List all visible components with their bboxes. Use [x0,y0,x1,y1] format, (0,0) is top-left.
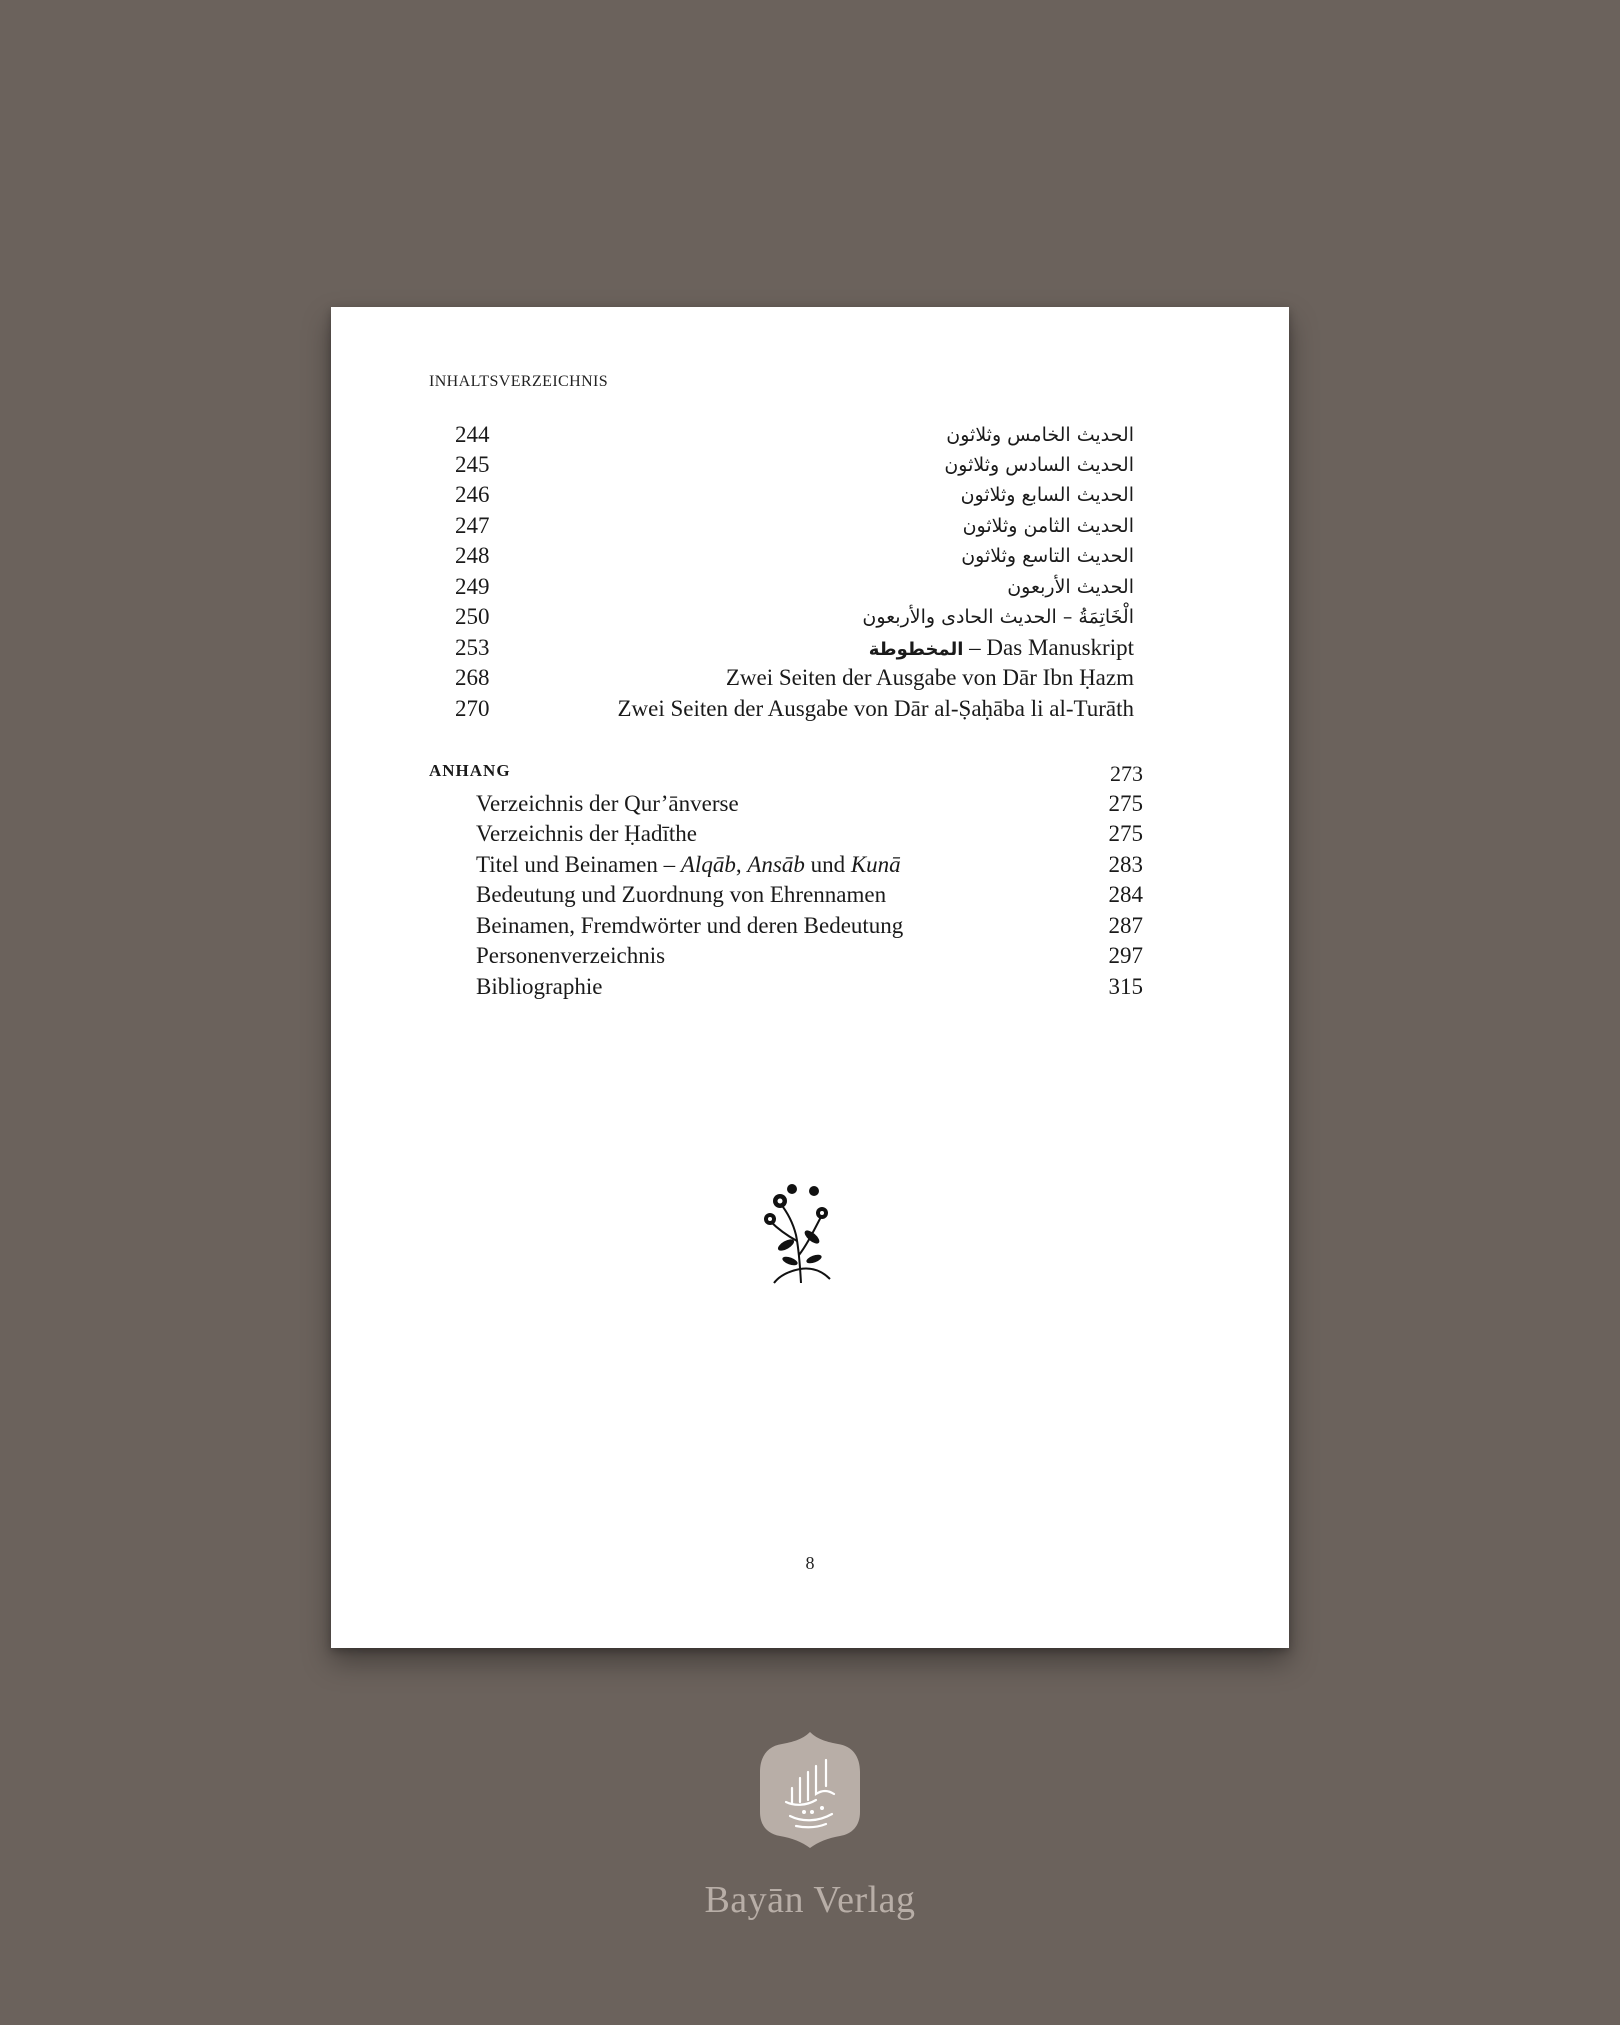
toc-title: الْخَاتِمَةُ – الحديث الحادى والأربعون [862,606,1134,628]
appendix-item-title: Bedeutung und Zuordnung von Ehrennamen [476,882,887,907]
toc-title: الحديث السابع وثلاثون [960,484,1134,506]
toc-title: Zwei Seiten der Ausgabe von Dār al-Ṣaḥāba li al-Turāth [617,696,1134,721]
anhang-heading [429,761,1143,787]
toc-page-number: 249 [455,574,490,599]
toc-entry [455,694,1134,724]
toc-title: Zwei Seiten der Ausgabe von Dār Ibn Ḥazm [725,665,1134,690]
publisher-name: Bayān Verlag [704,1879,916,1921]
appendix-item [476,972,1143,1002]
floral-ornament-icon [756,1175,846,1287]
toc-title-german: – Das Manuskript [963,635,1134,660]
book-page [331,307,1289,1648]
toc-entry [455,420,1134,450]
separator: , [735,852,748,877]
toc-page-number: 250 [455,604,490,629]
appendix-item [476,880,1143,910]
appendix-item [476,819,1143,849]
separator: und [804,852,851,877]
appendix-item [476,911,1143,941]
toc-title [869,633,1134,665]
appendix-item-title: Verzeichnis der Qur’ānverse [476,791,739,816]
running-head: INHALTSVERZEICHNIS [429,373,609,390]
term-ansab: Ansāb [747,852,805,877]
toc-page-number: 245 [455,452,490,477]
page-number: 8 [805,1553,815,1573]
appendix-item-title: Bibliographie [476,974,603,999]
term-kuna: Kunā [850,852,901,877]
anhang-label: ANHANG [429,761,511,780]
appendix-item-page: 287 [1108,913,1143,938]
title-prefix: Titel und Beinamen – [476,852,681,877]
toc-page-number: 248 [455,543,490,568]
publisher-logo-icon [756,1728,864,1852]
toc-page-number: 247 [455,513,490,538]
appendix-item-page: 275 [1108,821,1143,846]
appendix-item-title: Personenverzeichnis [476,943,666,968]
toc-title: الحديث التاسع وثلاثون [961,545,1134,567]
toc-page-number: 253 [455,635,490,660]
toc-page-number: 246 [455,482,490,507]
toc-entry [455,541,1134,571]
toc-entry [455,450,1134,480]
toc-entry [455,633,1134,663]
toc-entry [455,663,1134,693]
anhang-page-number: 273 [1110,761,1143,786]
appendix-item-page: 284 [1108,882,1143,907]
appendix-item-title: Beinamen, Fremdwörter und deren Bedeutung [476,913,904,938]
toc-page-number: 244 [455,422,490,447]
appendix-item-page: 275 [1108,791,1143,816]
toc-title-arabic: المخطوطة [868,639,964,660]
appendix-item [476,850,1143,880]
toc-entry [455,602,1134,632]
toc-entry [455,572,1134,602]
appendix-item-page: 315 [1108,974,1143,999]
appendix-item-page: 283 [1108,852,1143,877]
appendix-item-title: Verzeichnis der Ḥadīthe [476,821,697,846]
toc-page-number: 268 [455,665,490,690]
appendix-item-title [476,852,901,877]
appendix-item-page: 297 [1108,943,1143,968]
term-alqab: Alqāb [680,852,736,877]
toc-title: الحديث الخامس وثلاثون [946,424,1134,446]
toc-title: الحديث الأربعون [1007,576,1134,598]
toc-title: الحديث السادس وثلاثون [944,454,1134,476]
appendix-item [476,789,1143,819]
toc-entry [455,511,1134,541]
toc-title: الحديث الثامن وثلاثون [962,515,1134,537]
appendix-item [476,941,1143,971]
toc-entry [455,480,1134,510]
toc-page-number: 270 [455,696,490,721]
